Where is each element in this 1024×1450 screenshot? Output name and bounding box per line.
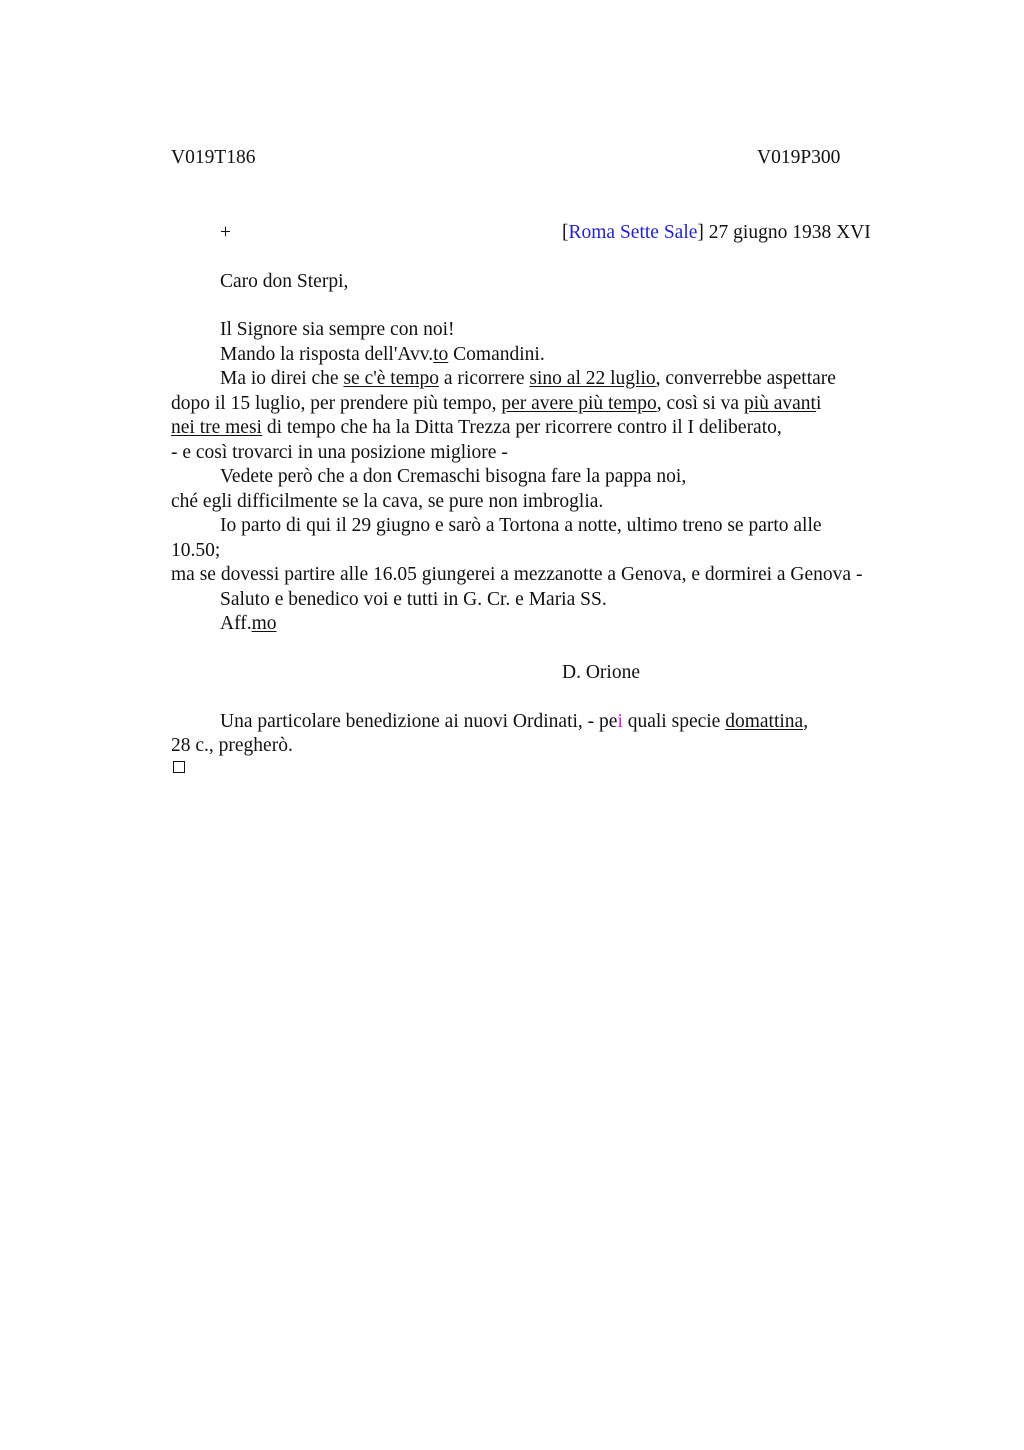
postscript-highlighted: i [617, 711, 623, 732]
body-line-12: Saluto e benedico voi e tutti in G. Cr. e Maria SS. [220, 589, 607, 610]
body-line-3-c: a ricorrere [439, 368, 530, 389]
body-line-3-a: Ma io direi che [220, 368, 344, 389]
body-line-2-underlined: to [433, 344, 449, 365]
dateline-date: 27 giugno 1938 XVI [703, 222, 871, 243]
body-line-2-a: Mando la risposta dell'Avv. [220, 344, 434, 365]
document-code-right: V019P300 [757, 147, 841, 168]
body-line-4 [171, 392, 821, 416]
body-line-11: ma se dovessi partire alle 16.05 giungerei a mezzanotte a Genova, e dormirei a Genova - [171, 564, 863, 585]
body-line-5-b: di tempo che ha la Ditta Trezza per ricorrere contro il I deliberato, [261, 417, 782, 438]
closing-underlined: mo [251, 613, 277, 634]
dateline-bracket-open: [ [562, 222, 569, 243]
body-line-6: - e così trovarci in una posizione migliore - [171, 442, 508, 463]
end-marker-box [173, 761, 185, 773]
body-line-10: 10.50; [171, 540, 221, 561]
postscript-c: quali specie [622, 711, 726, 732]
body-line-3-underlined-1: se c'è tempo [343, 368, 440, 389]
body-line-4-underlined-2: più avant [743, 393, 816, 414]
dateline [562, 221, 871, 245]
body-line-1: Il Signore sia sempre con noi! [220, 319, 455, 340]
postscript-line-1 [220, 710, 808, 734]
salutation: Caro don Sterpi, [220, 271, 349, 292]
body-line-5-underlined: nei tre mesi [171, 417, 262, 438]
body-line-3 [220, 367, 836, 391]
postscript-a: Una particolare benedizione ai nuovi Ordinati, - pe [220, 711, 618, 732]
body-line-8: ché egli difficilmente se la cava, se pure non imbroglia. [171, 491, 604, 512]
body-line-5 [171, 416, 782, 440]
document-code-left: V019T186 [171, 147, 256, 168]
signature: D. Orione [562, 662, 640, 683]
body-line-4-a: dopo il 15 luglio, per prendere più tempo, [171, 393, 502, 414]
postscript-line-2: 28 c., pregherò. [171, 735, 293, 756]
postscript-e: , [803, 711, 809, 732]
closing [220, 612, 277, 636]
body-line-4-underlined-1: per avere più tempo [501, 393, 657, 414]
closing-a: Aff. [220, 613, 252, 634]
body-line-2 [220, 343, 545, 367]
body-line-9: Io parto di qui il 29 giugno e sarò a Tortona a notte, ultimo treno se parto alle [220, 515, 822, 536]
body-line-4-c: , così si va [656, 393, 744, 414]
body-line-2-c: Comandini. [448, 344, 545, 365]
cross-symbol: + [220, 222, 231, 243]
postscript-underlined: domattina [725, 711, 804, 732]
body-line-4-e: i [815, 393, 822, 414]
dateline-bracket-close: ] [697, 222, 704, 243]
body-line-7: Vedete però che a don Cremaschi bisogna fare la pappa noi, [220, 466, 687, 487]
body-line-3-e: , converrebbe aspettare [655, 368, 836, 389]
body-line-3-underlined-2: sino al 22 luglio [529, 368, 656, 389]
dateline-place: Roma Sette Sale [568, 222, 698, 243]
